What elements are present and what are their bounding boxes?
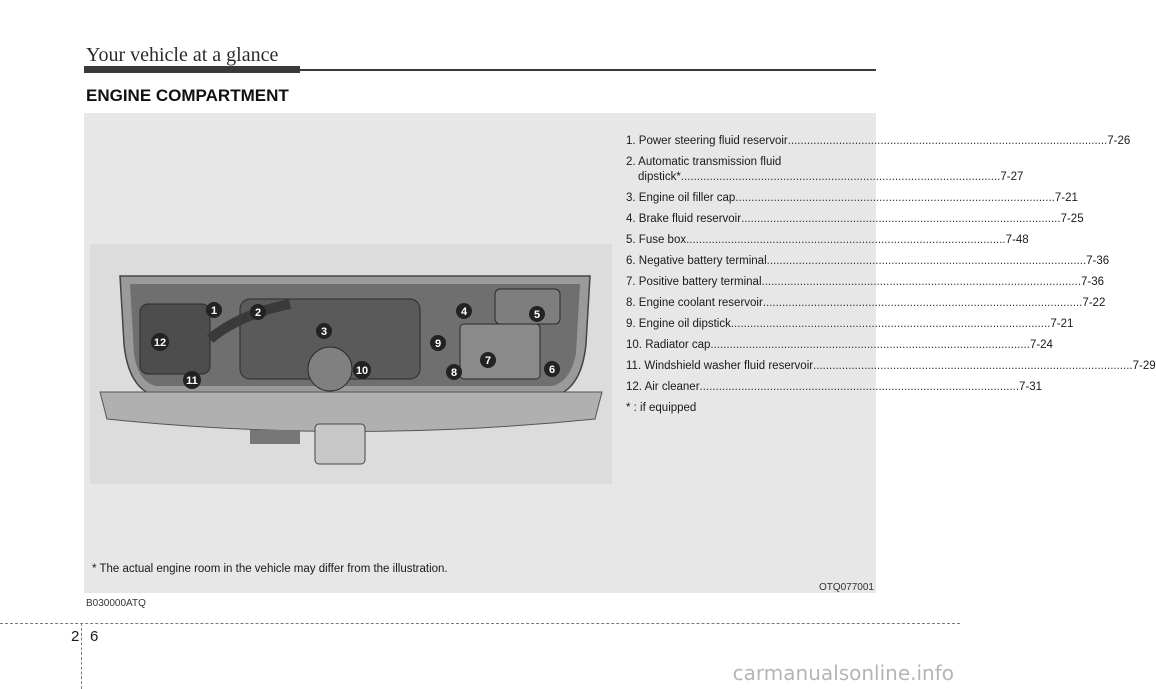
figure-code: OTQ077001 — [818, 582, 874, 593]
callout-3 — [316, 323, 332, 339]
svg-text:6: 6 — [548, 364, 556, 376]
svg-text:1: 1 — [210, 305, 218, 317]
illustration-footnote: * The actual engine room in the vehicle may differ from the illustration. — [92, 563, 448, 575]
svg-text:8: 8 — [450, 367, 458, 379]
pulley-shape — [308, 347, 352, 391]
section-title: ENGINE COMPARTMENT — [86, 86, 289, 105]
callout-2 — [250, 304, 266, 320]
header-rule-thin — [300, 69, 876, 71]
engine-drawing — [90, 244, 612, 484]
svg-text:2: 2 — [254, 307, 262, 319]
fuse-box-shape — [495, 289, 560, 324]
callout-6 — [544, 361, 560, 377]
legend-item-8: 8. Engine coolant reservoir ..... 7-22 — [626, 296, 866, 311]
svg-text:3: 3 — [320, 326, 328, 338]
battery-shape — [460, 324, 540, 379]
header-rule — [84, 66, 300, 73]
callout-7 — [480, 352, 496, 368]
grille-shape — [250, 430, 300, 444]
svg-text:7: 7 — [484, 355, 492, 367]
svg-text:9: 9 — [434, 338, 442, 350]
site-watermark: carmanualsonline.info — [732, 661, 954, 685]
legend-item-12: 12. Air cleaner ..... 7-31 — [626, 380, 866, 395]
callout-8 — [446, 364, 462, 380]
svg-text:11: 11 — [186, 375, 198, 387]
callout-9 — [430, 335, 446, 351]
page-number: 6 — [90, 628, 99, 645]
callout-11 — [183, 371, 201, 389]
hood-latch-shape — [315, 424, 365, 464]
svg-text:4: 4 — [460, 306, 468, 318]
callout-4 — [456, 303, 472, 319]
engine-illustration — [90, 244, 612, 484]
chapter-number: 2 — [71, 628, 80, 645]
legend-note: * : if equipped — [626, 402, 697, 414]
legend-item-7: 7. Positive battery terminal ..... 7-36 — [626, 275, 866, 290]
air-cleaner-shape — [140, 304, 210, 374]
header-title: Your vehicle at a glance — [86, 44, 279, 66]
legend-item-2: 2. Automatic transmission fluid dipstick* ..... 7-27 — [626, 155, 866, 185]
callout-1 — [206, 302, 222, 318]
legend-item-4: 4. Brake fluid reservoir ..... 7-25 — [626, 212, 866, 227]
legend-item-9: 9. Engine oil dipstick ..... 7-21 — [626, 317, 866, 332]
legend-item-6: 6. Negative battery terminal ..... 7-36 — [626, 254, 866, 269]
footer-vertical-divider — [81, 623, 82, 689]
legend-item-10: 10. Radiator cap ..... 7-24 — [626, 338, 866, 353]
legend-item-5: 5. Fuse box ..... 7-48 — [626, 233, 866, 248]
parts-legend — [626, 134, 1156, 416]
callout-10 — [353, 361, 371, 379]
legend-item-11: 11. Windshield washer fluid reservoir ..... 7-29 — [626, 359, 866, 374]
document-code: B030000ATQ — [86, 598, 146, 609]
legend-item-3: 3. Engine oil filler cap ..... 7-21 — [626, 191, 866, 206]
callout-5 — [529, 306, 545, 322]
svg-text:10: 10 — [355, 365, 369, 377]
svg-text:12: 12 — [153, 337, 167, 349]
legend-item-1: 1. Power steering fluid reservoir ..... 7-26 — [626, 134, 866, 149]
callout-12 — [151, 333, 169, 351]
svg-text:5: 5 — [533, 309, 541, 321]
footer-divider — [0, 623, 960, 624]
